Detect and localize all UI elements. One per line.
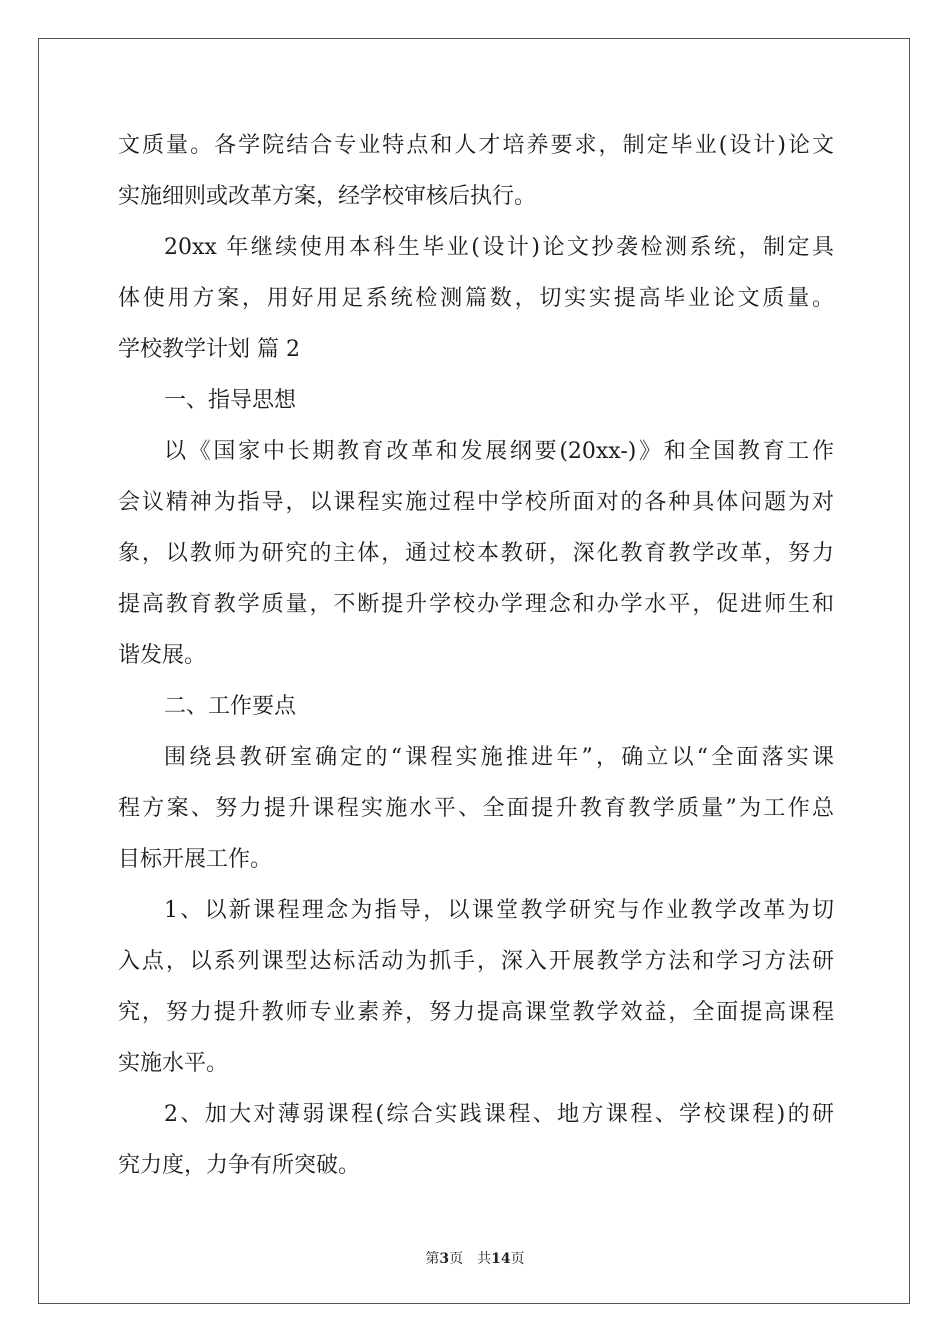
section-title: 学校教学计划 篇 2 xyxy=(118,337,300,362)
document-body xyxy=(118,126,834,1197)
paragraph-line: 究力度，力争有所突破。 xyxy=(118,1153,361,1178)
paragraph-line: 入点，以系列课型达标活动为抓手，深入开展教学方法和学习方法研 xyxy=(118,949,834,974)
total-prefix: 共 xyxy=(477,1251,492,1267)
page-prefix: 第 xyxy=(425,1251,440,1267)
paragraph-line: 文质量。各学院结合专业特点和人才培养要求，制定毕业(设计)论文 xyxy=(118,133,834,158)
paragraph-line: 提高教育教学质量，不断提升学校办学理念和办学水平，促进师生和 xyxy=(118,592,834,617)
section-heading: 一、指导思想 xyxy=(164,388,297,413)
paragraph-line: 究，努力提升教师专业素养，努力提高课堂教学效益，全面提高课程 xyxy=(118,1000,834,1025)
paragraph-line: 实施水平。 xyxy=(118,1051,229,1076)
page-suffix: 页 xyxy=(449,1251,464,1267)
paragraph-line: 实施细则或改革方案，经学校审核后执行。 xyxy=(118,184,537,209)
paragraph-line: 程方案、努力提升课程实施水平、全面提升教育教学质量”为工作总 xyxy=(118,796,834,821)
paragraph-line: 20xx 年继续使用本科生毕业(设计)论文抄袭检测系统，制定具 xyxy=(164,235,834,260)
paragraph-line: 2、加大对薄弱课程(综合实践课程、地方课程、学校课程)的研 xyxy=(164,1102,834,1127)
page-footer xyxy=(0,1248,950,1268)
paragraph-line: 围绕县教研室确定的“课程实施推进年”，确立以“全面落实课 xyxy=(164,745,834,770)
section-heading: 二、工作要点 xyxy=(164,694,297,719)
paragraph-line: 目标开展工作。 xyxy=(118,847,273,872)
paragraph-line: 谐发展。 xyxy=(118,643,207,668)
total-suffix: 页 xyxy=(510,1251,525,1267)
paragraph-line: 体使用方案，用好用足系统检测篇数，切实实提高毕业论文质量。 xyxy=(118,286,834,311)
paragraph-line: 1、以新课程理念为指导，以课堂教学研究与作业教学改革为切 xyxy=(164,898,834,923)
paragraph-line: 以《国家中长期教育改革和发展纲要(20xx-)》和全国教育工作 xyxy=(164,439,834,464)
paragraph-line: 会议精神为指导，以课程实施过程中学校所面对的各种具体问题为对 xyxy=(118,490,834,515)
total-pages: 14 xyxy=(491,1251,511,1267)
paragraph-line: 象，以教师为研究的主体，通过校本教研，深化教育教学改革，努力 xyxy=(118,541,834,566)
page-number: 3 xyxy=(439,1251,450,1267)
